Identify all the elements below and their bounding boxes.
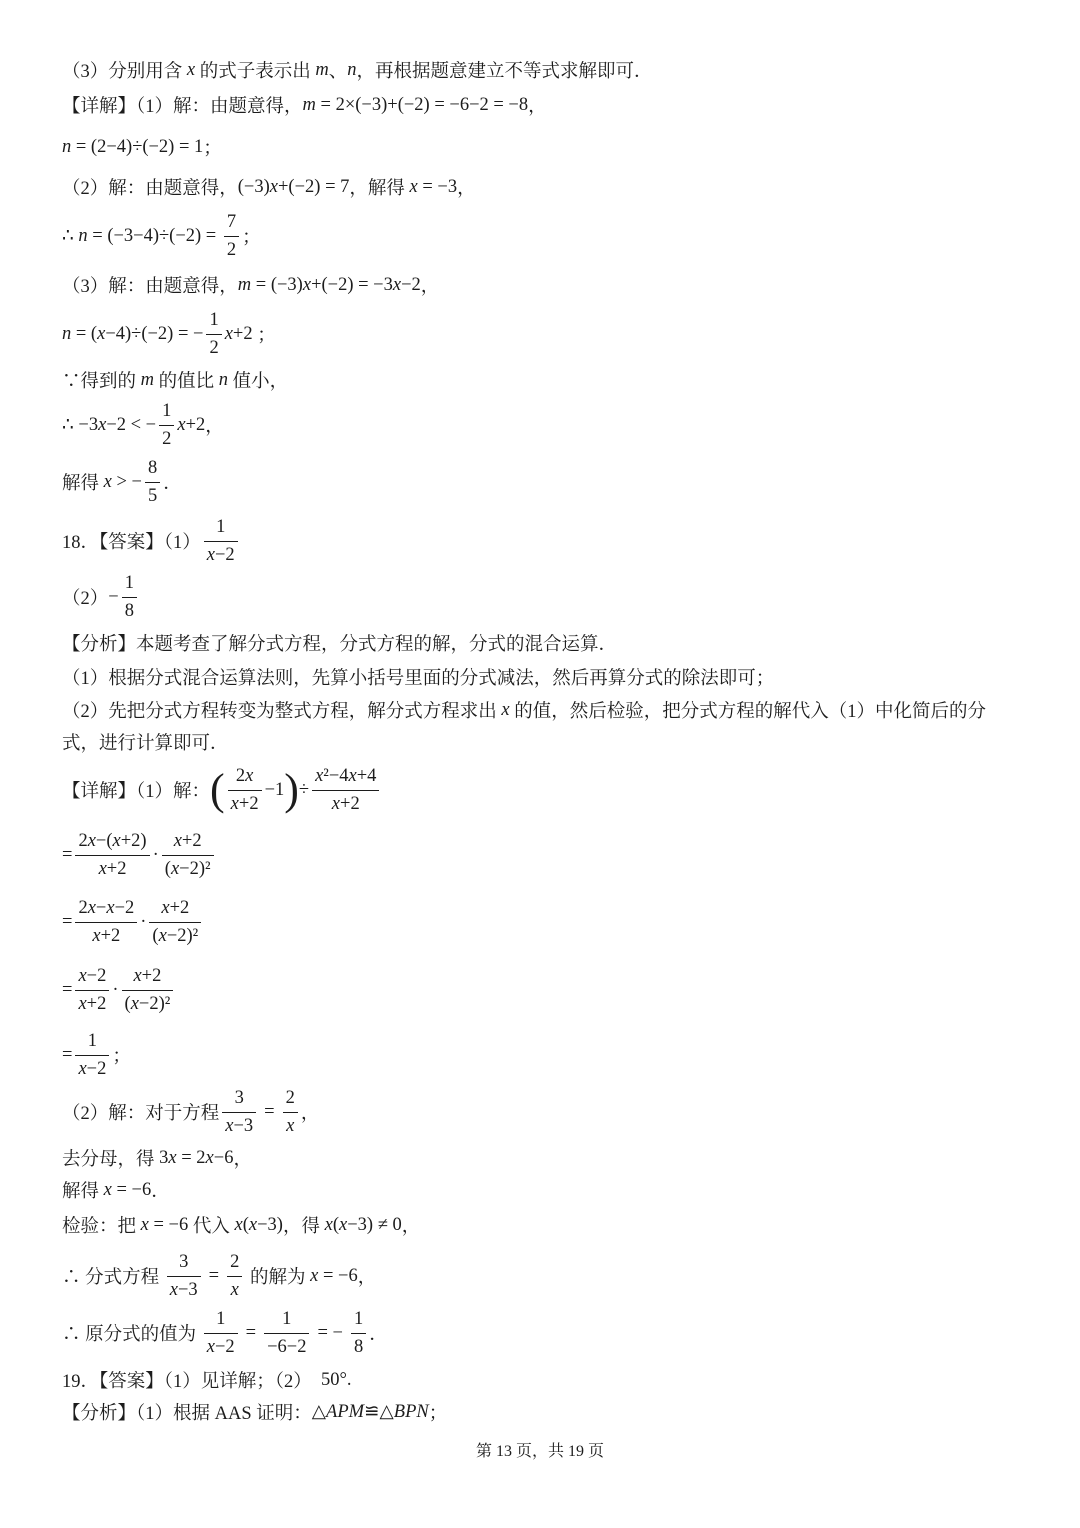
- math-variable: n: [347, 59, 357, 80]
- fraction: [204, 516, 238, 565]
- dot-operator: ·: [140, 911, 147, 932]
- q19-analysis: [62, 1382, 447, 1442]
- fraction: [224, 211, 239, 260]
- fraction-numerator: 1: [162, 401, 172, 422]
- fraction-denominator: x+2: [228, 790, 262, 815]
- fraction: [75, 830, 149, 879]
- text: 检验：把: [62, 1217, 141, 1237]
- text: ，解得: [349, 179, 410, 199]
- text: 值小，: [228, 372, 289, 392]
- fraction-numerator: 2x: [235, 766, 254, 787]
- text: ．: [163, 474, 182, 494]
- text: 解得: [62, 474, 104, 494]
- text: ，: [457, 179, 476, 199]
- angle-value: 50°.: [321, 1369, 352, 1390]
- fraction-denominator: x+2: [75, 922, 137, 947]
- fraction-numerator: 1: [353, 1309, 364, 1330]
- text: （1）根据分式混合运算法则，先算小括号里面的分式减法，然后再算分式的除法即可；: [62, 669, 775, 689]
- text: 【分析】（1）根据 AAS 证明：: [62, 1404, 312, 1424]
- text: ∵得到的: [62, 372, 141, 392]
- math-expression: 3x = 2x−6: [159, 1147, 234, 1168]
- text: ，再根据题意建立不等式求解即可．: [356, 62, 653, 82]
- fraction-numerator: x+2: [173, 831, 202, 852]
- fraction-numerator: 1: [209, 310, 219, 331]
- text: （2）: [62, 589, 109, 609]
- text: 19．【答案】（1）见详解；（2）: [62, 1372, 322, 1392]
- text: ，: [528, 97, 547, 117]
- math-expression: m = (−3)x+(−2) = −3x−2: [237, 274, 421, 295]
- math-expression: n = (x−4)÷(−2) = −: [62, 323, 204, 344]
- text: ，: [420, 277, 440, 297]
- fraction-numerator: 2x−(x+2): [78, 831, 147, 852]
- fraction: [167, 1251, 201, 1300]
- text: ；: [252, 326, 276, 346]
- math-variable: m: [140, 369, 155, 390]
- fraction-denominator: 8: [351, 1333, 366, 1358]
- math-variable: n: [218, 369, 229, 390]
- fraction-numerator: 7: [226, 212, 237, 233]
- fraction-numerator: x+2: [161, 898, 190, 919]
- text: （3）分别用含: [62, 62, 187, 82]
- math-expression: x+2: [224, 323, 253, 344]
- math-expression: n = (2−4)÷(−2) = 1: [62, 136, 204, 157]
- left-paren: (: [210, 765, 225, 814]
- fraction-denominator: 2: [159, 425, 174, 450]
- fraction: [75, 965, 109, 1014]
- text: ，: [357, 1268, 377, 1288]
- text: 解得: [62, 1182, 104, 1202]
- text: 的式子表示出: [195, 62, 316, 82]
- q17-detail-part3-inequality: [62, 395, 224, 455]
- q18-detail-equation-solution: [62, 1246, 376, 1306]
- fraction: [228, 765, 262, 814]
- q18-detail-step1: [62, 825, 217, 885]
- text: （2）解：由题意得，: [62, 179, 238, 199]
- divide-operator: ÷: [298, 779, 310, 800]
- text: ；: [112, 1047, 131, 1067]
- math-expression: −3x−2 < −: [78, 414, 157, 435]
- math-expression: △APM≌△BPN: [311, 1402, 429, 1422]
- page-footer: 第 13 页，共 19 页: [475, 1443, 604, 1460]
- fraction-numerator: 1: [282, 1309, 292, 1330]
- text: （3）解：由题意得，: [62, 277, 238, 297]
- fraction-denominator: x−2: [204, 1333, 238, 1358]
- text: ∴: [62, 415, 79, 435]
- fraction-denominator: x−2: [204, 541, 238, 566]
- text: ∴ 原分式的值为: [62, 1325, 201, 1345]
- fraction-denominator: −6−2: [264, 1333, 309, 1358]
- fraction-denominator: 5: [145, 482, 160, 507]
- text: （2）先把分式方程转变为整式方程，解分式方程求出: [62, 702, 502, 722]
- math-expression: x = −6: [310, 1265, 358, 1286]
- equals-operator: =: [245, 1322, 257, 1343]
- text: ，: [205, 417, 224, 437]
- fraction-numerator: 1: [87, 1031, 98, 1052]
- fraction-denominator: 2: [224, 236, 239, 261]
- math-expression: x+2: [177, 414, 206, 435]
- text: ，: [233, 1150, 252, 1170]
- q18-detail-step2: [62, 892, 204, 952]
- math-variable: x: [501, 699, 510, 720]
- q18-answer-part1: [62, 511, 241, 571]
- text: 的值，然后检验，把分式方程的解代入（1）中化简后的分: [509, 702, 986, 722]
- fraction-denominator: x+2: [312, 790, 379, 815]
- fraction-numerator: 2: [285, 1088, 295, 1109]
- dot-operator: ·: [152, 844, 159, 865]
- dot-operator: ·: [112, 979, 119, 1000]
- text: ；: [203, 139, 222, 159]
- fraction-numerator: 3: [179, 1252, 189, 1273]
- fraction: [283, 1087, 298, 1136]
- text: 【详解】（1）解：: [62, 782, 211, 802]
- math-expression: −1: [264, 779, 285, 800]
- fraction-numerator: 2: [230, 1252, 240, 1273]
- fraction-denominator: x+2: [75, 990, 109, 1015]
- text: 代入: [188, 1217, 235, 1237]
- equals-operator: =: [264, 1101, 275, 1122]
- fraction-denominator: x+2: [75, 855, 149, 880]
- fraction-denominator: 8: [122, 597, 137, 622]
- fraction: [312, 765, 379, 814]
- fraction-denominator: 2: [206, 334, 221, 359]
- fraction-numerator: 1: [216, 517, 226, 538]
- equals-operator: =: [62, 1044, 73, 1065]
- text: 去分母，得: [62, 1150, 160, 1170]
- fraction-denominator: x−3: [222, 1112, 256, 1137]
- math-expression: n = (−3−4)÷(−2) =: [78, 225, 221, 246]
- text: ∴: [62, 226, 79, 246]
- fraction-numerator: x+2: [133, 966, 162, 987]
- text: 、: [328, 62, 348, 82]
- fraction: [351, 1308, 366, 1357]
- fraction: [145, 457, 160, 506]
- text: 【详解】（1）解：由题意得，: [62, 97, 303, 117]
- fraction-numerator: 2x−x−2: [78, 898, 135, 919]
- math-variable: m: [315, 59, 329, 80]
- equals-operator: =: [208, 1265, 220, 1286]
- equals-operator: =: [62, 911, 73, 932]
- fraction: [227, 1251, 242, 1300]
- fraction-denominator: x−3: [167, 1276, 201, 1301]
- fraction-numerator: 1: [124, 573, 134, 594]
- text: ．: [151, 1182, 170, 1202]
- math-expression: −: [108, 586, 119, 607]
- text: ，得: [282, 1217, 325, 1237]
- text: ．: [369, 1325, 388, 1345]
- fraction: [159, 400, 174, 449]
- fraction-numerator: x²−4x+4: [315, 766, 377, 787]
- math-expression: x = −6: [140, 1214, 189, 1235]
- fraction-numerator: 1: [216, 1309, 226, 1330]
- text: （2）解：对于方程: [62, 1104, 220, 1124]
- math-expression: x = −3: [409, 176, 458, 197]
- math-expression: x(x−3) ≠ 0: [324, 1214, 402, 1235]
- math-expression: x(x−3): [234, 1214, 283, 1235]
- text: 的解为: [245, 1268, 311, 1288]
- fraction-denominator: (x−2)²: [122, 990, 174, 1015]
- fraction-denominator: x: [227, 1276, 242, 1301]
- text: ；: [428, 1404, 448, 1424]
- text: ，: [300, 1104, 320, 1124]
- fraction-denominator: (x−2)²: [149, 922, 201, 947]
- right-paren: ): [284, 765, 299, 814]
- text: 的值比: [154, 372, 219, 392]
- math-variable: x: [186, 59, 196, 80]
- q18-detail-part1-expression: [62, 760, 382, 820]
- math-expression: = −: [317, 1322, 343, 1343]
- fraction: [122, 965, 174, 1014]
- fraction: [75, 897, 137, 946]
- text: ；: [242, 228, 261, 248]
- math-expression: (−3)x+(−2) = 7: [237, 176, 350, 197]
- fraction-numerator: x−2: [78, 966, 107, 987]
- fraction: [75, 1030, 109, 1079]
- text: ，: [401, 1217, 421, 1237]
- math-expression: x = −6: [103, 1179, 152, 1200]
- fraction-denominator: x−2: [75, 1055, 109, 1080]
- fraction-denominator: (x−2)²: [162, 855, 214, 880]
- fraction-denominator: x: [283, 1112, 298, 1137]
- text: 18．【答案】（1）: [62, 533, 201, 553]
- math-expression: m = 2×(−3)+(−2) = −6−2 = −8: [302, 94, 529, 115]
- text: 【分析】本题考查了解分式方程，分式方程的解，分式的混合运算．: [62, 635, 618, 655]
- fraction-numerator: 8: [147, 458, 158, 479]
- math-expression: x > −: [103, 471, 142, 492]
- q18-detail-step3: [62, 960, 176, 1020]
- q17-detail-part3-result: [62, 452, 182, 512]
- fraction: [149, 897, 201, 946]
- fraction: [162, 830, 214, 879]
- equals-operator: =: [62, 844, 73, 865]
- equals-operator: =: [62, 979, 73, 1000]
- fraction-numerator: 3: [234, 1088, 244, 1109]
- text: 式，进行计算即可．: [62, 734, 229, 754]
- q18-detail-step4: [62, 1025, 131, 1085]
- text: ∴ 分式方程: [62, 1268, 164, 1288]
